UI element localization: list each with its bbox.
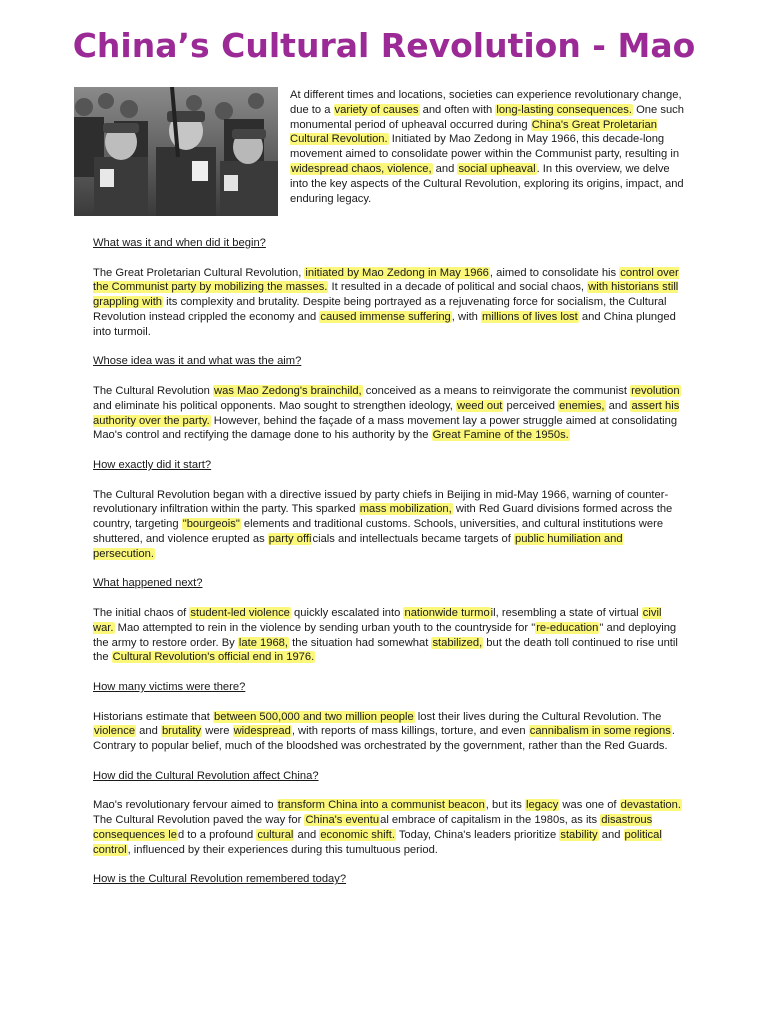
text-run: One such monumental period of upheaval occurred during — [290, 103, 684, 131]
highlighted-text: student-led violence — [190, 606, 290, 619]
highlighted-text: disastrous consequences le — [93, 814, 653, 841]
highlighted-text: civil war. — [93, 606, 662, 634]
highlighted-text: China's eventu — [305, 814, 380, 827]
highlighted-text: assert his authority over the party. — [93, 399, 680, 427]
section-heading: What happened next? — [93, 577, 203, 590]
text-run: al embrace of capitalism in the 1980s, as its — [380, 814, 601, 827]
text-run: The initial chaos of — [93, 606, 190, 619]
section — [93, 354, 685, 443]
highlighted-text: between 500,000 and two million people — [214, 710, 414, 723]
highlighted-text: re-education — [536, 621, 599, 634]
highlighted-text: late 1968, — [238, 636, 289, 649]
section-paragraph — [93, 798, 685, 857]
highlighted-text: was Mao Zedong's brainchild, — [214, 384, 362, 397]
text-run: Mao's revolutionary fervour aimed to — [93, 799, 277, 812]
text-run: . Contrary to popular belief, much of the bloodshed was orchestrated by the government, rather than the Red Guards. — [93, 725, 675, 753]
highlighted-text: mass mobilization, — [359, 503, 452, 516]
highlighted-text: millions of lives lost — [482, 310, 578, 323]
highlighted-text: widespread — [233, 725, 291, 738]
text-run: and — [294, 828, 320, 841]
text-run: Today, China's leaders prioritize — [395, 828, 560, 841]
section — [93, 576, 685, 665]
text-run: However, behind the façade of a mass movement lay a power struggle aimed at consolidating Mao's control and rectifying the damage done to his authority by the — [93, 414, 678, 442]
text-run: conceived as a means to reinvigorate the communist — [362, 384, 631, 397]
highlighted-text: widespread chaos, violence, — [291, 162, 432, 175]
section-heading: How is the Cultural Revolution remembered today? — [93, 873, 347, 886]
text-run: and — [136, 725, 161, 738]
section — [93, 872, 685, 887]
text-run: the situation had somewhat — [289, 636, 432, 649]
document-title: China’s Cultural Revolution - Mao — [72, 26, 696, 65]
text-run: perceived — [503, 399, 559, 412]
text-run: The Cultural Revolution — [93, 384, 214, 397]
highlighted-text: violence — [94, 725, 136, 738]
highlighted-text: caused immense suffering — [320, 310, 451, 323]
text-run: and often with — [419, 103, 496, 116]
highlighted-text: legacy — [525, 799, 559, 812]
text-run: and eliminate his political opponents. Mao sought to strengthen ideology, — [93, 399, 456, 412]
section-paragraph — [93, 266, 685, 340]
text-run: d to a profound — [177, 828, 257, 841]
section — [93, 680, 685, 754]
highlighted-text: initiated by Mao Zedong in May 1966 — [305, 266, 489, 279]
text-run: and — [605, 399, 631, 412]
section-paragraph — [93, 384, 685, 443]
highlighted-text: devastation. — [620, 799, 681, 812]
section — [93, 236, 685, 340]
text-run: , aimed to consolidate his — [489, 266, 620, 279]
highlighted-text: party offi — [268, 532, 312, 545]
intro-paragraph — [290, 88, 690, 206]
section-paragraph — [93, 606, 685, 665]
highlighted-text: with historians still grappling with — [93, 281, 679, 309]
text-run: il, resembling a state of virtual — [490, 606, 642, 619]
text-run: elements and traditional customs. Schools, universities, and cultural institutions were shuttered, and violence erupted as — [93, 518, 664, 545]
highlighted-text: Cultural Revolution's official end in 1976. — [112, 651, 315, 664]
article-body — [93, 236, 685, 902]
highlighted-text: public humiliation and persecution. — [93, 532, 623, 560]
highlighted-text: weed out — [457, 399, 503, 412]
text-run: with Red Guard divisions formed across the country, targeting — [93, 503, 673, 531]
highlighted-text: "bourgeois" — [182, 518, 240, 531]
highlighted-text: political control — [93, 828, 662, 856]
text-run: lost their lives during the Cultural Revolution. The — [414, 710, 662, 723]
photo-red-guards-image — [74, 87, 278, 216]
highlighted-text: stabilized, — [432, 636, 483, 649]
highlighted-text: enemies, — [559, 399, 605, 412]
text-run: were — [202, 725, 233, 738]
highlighted-text: control over the Communist party by mobilizing the masses. — [93, 266, 679, 294]
text-run: cials and intellectuals became targets of — [312, 532, 514, 545]
text-run: Mao attempted to rein in the violence by sending urban youth to the countryside for " — [114, 621, 536, 634]
text-run: Historians estimate that — [93, 710, 214, 723]
text-run: quickly escalated into — [290, 606, 404, 619]
highlighted-text: China's Great Proletarian Cultural Revolution. — [290, 118, 657, 146]
text-run: , influenced by their experiences during this tumultuous period. — [127, 843, 438, 856]
text-run: and China plunged into turmoil. — [93, 310, 676, 338]
highlighted-text: economic shift. — [320, 828, 395, 841]
text-run: , with — [451, 310, 482, 323]
section-heading: How exactly did it start? — [93, 458, 212, 471]
section-heading: Whose idea was it and what was the aim? — [93, 355, 302, 368]
highlighted-text: cannibalism in some regions — [529, 725, 671, 738]
highlighted-text: social upheaval — [458, 162, 536, 175]
text-run: but the death toll continued to rise until the — [93, 636, 678, 664]
highlighted-text: variety of causes — [334, 103, 419, 116]
highlighted-text: brutality — [161, 725, 202, 738]
text-run: , with reports of mass killings, torture, and even — [291, 725, 529, 738]
text-run: was one of — [559, 799, 620, 812]
text-run: and — [598, 828, 624, 841]
section-heading: How did the Cultural Revolution affect China? — [93, 769, 319, 782]
text-run: Initiated by Mao Zedong in May 1966, this decade-long movement aimed to consolidate power within the Communist party, resulting in — [290, 133, 680, 161]
highlighted-text: stability — [560, 828, 598, 841]
text-run: The Great Proletarian Cultural Revolution, — [93, 266, 305, 279]
text-run: The Cultural Revolution paved the way for — [93, 814, 305, 827]
text-run: . In this overview, we delve into the key aspects of the Cultural Revolution, exploring its origins, impact, and enduring legacy. — [290, 162, 684, 205]
section-paragraph — [93, 710, 685, 754]
section-heading: What was it and when did it begin? — [93, 237, 266, 249]
highlighted-text: nationwide turmo — [404, 606, 490, 619]
section — [93, 458, 685, 562]
highlighted-text: transform China into a communist beacon — [277, 799, 485, 812]
text-run: The Cultural Revolution began with a directive issued by party chiefs in Beijing in mid-May 1966, warning of counter-revolutionary infiltration within the party. This sparked — [93, 488, 669, 516]
highlighted-text: revolution — [631, 384, 680, 397]
highlighted-text: cultural — [257, 828, 294, 841]
highlighted-text: long-lasting consequences. — [496, 103, 632, 116]
highlighted-text: Great Famine of the 1950s. — [432, 429, 569, 442]
section-paragraph — [93, 488, 685, 562]
text-run: and — [432, 162, 458, 175]
text-run: its complexity and brutality. Despite being portrayed as a rejuvenating force for socialism, the Cultural Revolution instead crippled the economy and — [93, 296, 667, 323]
text-run: , but its — [485, 799, 525, 812]
section — [93, 769, 685, 858]
section-heading: How many victims were there? — [93, 680, 246, 693]
text-run: " and deploying the army to restore order. By — [93, 621, 677, 649]
text-run: At different times and locations, societies can experience revolutionary change, due to a — [290, 89, 682, 116]
text-run: It resulted in a decade of political and social chaos, — [328, 281, 588, 294]
